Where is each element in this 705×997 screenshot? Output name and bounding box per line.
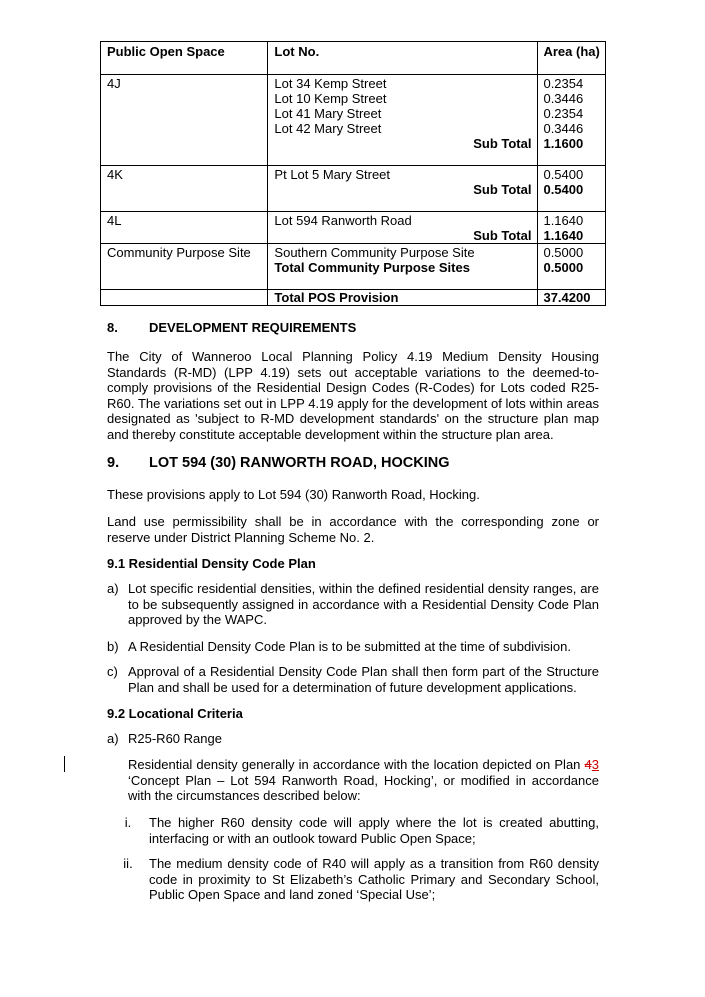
- lot-name: Southern Community Purpose Site: [274, 245, 475, 260]
- change-bar: [64, 756, 65, 772]
- header-lot-no: Lot No.: [268, 42, 538, 75]
- table-row-4l: [101, 212, 606, 244]
- paragraph-text: ‘Concept Plan – Lot 594 Ranworth Road, Hocking’, or modified in accordance with the circumstances described below:: [128, 772, 599, 803]
- list-item: [113, 856, 599, 903]
- lot-name: Lot 10 Kemp Street: [274, 91, 387, 106]
- lot-name: Lot 594 Ranworth Road: [274, 213, 412, 228]
- list-text: Lot specific residential densities, within the defined residential density ranges, are to be subsequently assigned in accordance with a Residential Density Code Plan approved by the WAPC.: [128, 581, 599, 627]
- lot-area: 0.3446: [543, 121, 584, 136]
- lot-area: 1.1640: [543, 213, 584, 228]
- list-text: A Residential Density Code Plan is to be submitted at the time of subdivision.: [128, 639, 571, 654]
- lot-name: Lot 34 Kemp Street: [274, 76, 387, 91]
- list-item: [107, 639, 599, 655]
- list-text: The higher R60 density code will apply where the lot is created abutting, interfacing or with an outlook toward Public Open Space;: [149, 815, 599, 846]
- section-8-heading: [107, 320, 356, 335]
- locational-criteria-paragraph: [128, 757, 599, 804]
- lot-name: Lot 41 Mary Street: [274, 106, 382, 121]
- section-9-permissibility: Land use permissibility shall be in accordance with the corresponding zone or reserve under District Planning Scheme No. 2.: [107, 514, 599, 545]
- list-text: Approval of a Residential Density Code Plan shall then form part of the Structure Plan and shall be used for a determination of future development applications.: [128, 664, 599, 695]
- section-number: 9.: [107, 455, 120, 471]
- paragraph-text: Residential density generally in accordance with the location depicted on Plan: [128, 757, 585, 772]
- table-row-community: [101, 244, 606, 290]
- lot-name: Pt Lot 5 Mary Street: [274, 167, 391, 182]
- table-row-4j: [101, 75, 606, 166]
- subtotal-value: 1.1640: [543, 228, 584, 243]
- total-pos-value: 37.4200: [543, 290, 591, 305]
- pos-id: 4L: [107, 213, 122, 228]
- section-8-body: The City of Wanneroo Local Planning Policy 4.19 Medium Density Housing Standards (R-MD) (LPP 4.19) sets out acceptable variations to the deemed-to-comply provisions of the Residential Design Codes (R-Codes) for Lots coded R25-R60. The variations set out in LPP 4.19 apply for the development of lots within areas designated as 'subject to R-MD development standards' on the structure plan map and thereby constitute acceptable development within the structure plan area.: [107, 349, 599, 442]
- lot-area: 0.2354: [543, 76, 584, 91]
- section-title: LOT 594 (30) RANWORTH ROAD, HOCKING: [149, 455, 450, 471]
- subtotal-value: 1.1600: [543, 136, 584, 151]
- list-item: [107, 581, 599, 628]
- list-text: The medium density code of R40 will apply as a transition from R60 density code in proximity to St Elizabeth’s Catholic Primary and Secondary School, Public Open Space and land zoned ‘Special Use’;: [149, 856, 599, 902]
- section-number: 8.: [107, 320, 118, 335]
- lot-area: 0.3446: [543, 91, 584, 106]
- table-row-4k: [101, 166, 606, 212]
- lot-area: 0.2354: [543, 106, 584, 121]
- table-header-row: [101, 42, 606, 75]
- header-area: Area (ha): [538, 42, 606, 75]
- list-item: [107, 731, 599, 747]
- subtotal-label: Sub Total: [473, 136, 532, 151]
- subtotal-value: 0.5400: [543, 182, 584, 197]
- community-total-value: 0.5000: [543, 260, 584, 275]
- total-pos-label: Total POS Provision: [274, 290, 399, 305]
- pos-id: 4K: [107, 167, 123, 182]
- list-label: b): [107, 639, 119, 654]
- deleted-text: 4: [584, 757, 592, 772]
- list-label: ii.: [123, 856, 133, 871]
- list-label: a): [107, 731, 119, 746]
- subtotal-label: Sub Total: [473, 228, 532, 243]
- section-title: DEVELOPMENT REQUIREMENTS: [149, 320, 357, 335]
- community-total-label: Total Community Purpose Sites: [274, 260, 470, 275]
- table-row-total: [101, 290, 606, 306]
- lot-area: 0.5400: [543, 167, 584, 182]
- list-item: [107, 664, 599, 695]
- subsection-9-2-title: 9.2 Locational Criteria: [107, 706, 243, 721]
- header-public-open-space: Public Open Space: [101, 42, 268, 75]
- list-label: c): [107, 664, 118, 679]
- subsection-9-1-title: 9.1 Residential Density Code Plan: [107, 556, 316, 571]
- public-open-space-table: [100, 41, 606, 306]
- pos-id: Community Purpose Site: [107, 245, 251, 260]
- list-text: R25-R60 Range: [128, 731, 222, 746]
- section-9-heading: [107, 455, 450, 471]
- section-9-intro: These provisions apply to Lot 594 (30) Ranworth Road, Hocking.: [107, 487, 480, 502]
- list-label: a): [107, 581, 119, 596]
- lot-name: Lot 42 Mary Street: [274, 121, 382, 136]
- list-item: [113, 815, 599, 846]
- lot-area: 0.5000: [543, 245, 584, 260]
- inserted-text: 3: [591, 757, 599, 772]
- pos-id: 4J: [107, 76, 121, 91]
- subtotal-label: Sub Total: [473, 182, 532, 197]
- list-label: i.: [124, 815, 132, 830]
